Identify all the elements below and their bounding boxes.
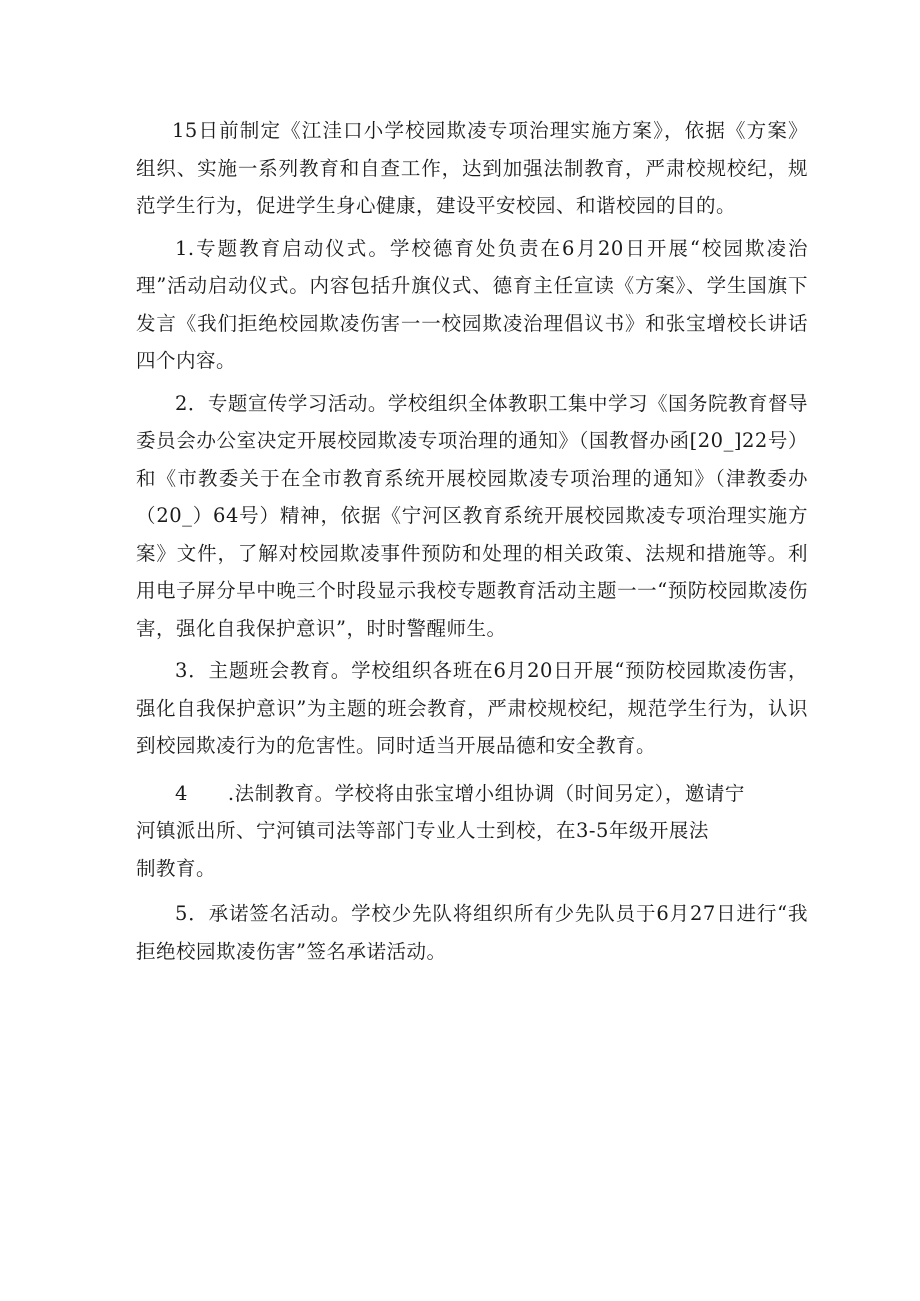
paragraph-item-4 [136,775,808,888]
paragraph-item-4-line-2: 河镇派出所、宁河镇司法等部门专业人士到校，在3-5年级开展法 [136,819,709,842]
paragraph-item-5: 5．承诺签名活动。学校少先队将组织所有少先队员于6月27日进行“我拒绝校园欺凌伤害”签名承诺活动。 [136,902,808,963]
paragraph-item-4-line-3: 制教育。 [136,856,217,880]
paragraph-item-2: 2．专题宣传学习活动。学校组织全体教职工集中学习《国务院教育督导委员会办公室决定开展校园欺凌专项治理的通知》（国教督办函[20_]22号）和《市教委关于在全市教育系统开展校园欺凌专项治理的通知》（津教委办（20_）64号）精神，依据《宁河区教育系统开展校园欺凌专项治理实施方案》文件，了解对校园欺凌事件预防和处理的相关政策、法规和措施等。利用电子屏分早中晚三个时段显示我校专题教育活动主题一一“预防校园欺凌伤害，强化自我保护意识”，时时警醒师生。 [136,391,808,640]
document-body [136,112,808,975]
paragraph-intro: 15日前制定《江洼口小学校园欺凌专项治理实施方案》，依据《方案》组织、实施一系列教育和自查工作，达到加强法制教育，严肃校规校纪，规范学生行为，促进学生身心健康，建设平安校园、和谐校园的目的。 [136,119,808,217]
paragraph-item-3: 3．主题班会教育。学校组织各班在6月20日开展“预防校园欺凌伤害，强化自我保护意识”为主题的班会教育，严肃校规校纪，规范学生行为，认识到校园欺凌行为的危害性。同时适当开展品德和安全教育。 [136,659,808,757]
paragraph-item-1: 1.专题教育启动仪式。学校德育处负责在6月20日开展“校园欺凌治理”活动启动仪式。内容包括升旗仪式、德育主任宣读《方案》、学生国旗下发言《我们拒绝校园欺凌伤害一一校园欺凌治理倡议书》和张宝增校长讲话四个内容。 [136,236,808,372]
paragraph-item-4-line-1: 4 .法制教育。学校将由张宝增小组协调（时间另定），邀请宁 [175,781,745,805]
